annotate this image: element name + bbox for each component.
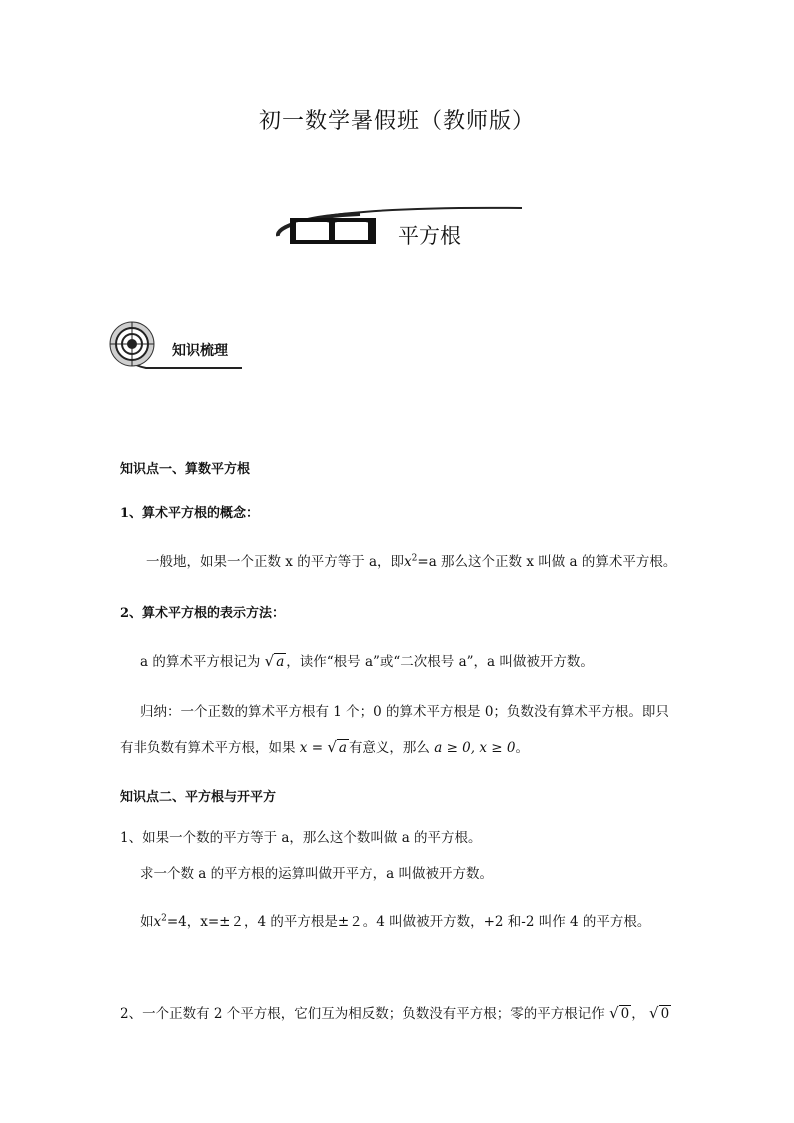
k1-summary-line1: 归纳：一个正数的算术平方根有 1 个；0 的算术平方根是 0；负数没有算术平方根。即只 — [140, 704, 669, 720]
open-book-icon — [290, 218, 376, 244]
sqrt-symbol: √ a — [327, 738, 347, 756]
k1-s1-text: 一般地，如果一个正数 x 的平方等于 a，即$x^2=a$ 那么这个正数 x 叫做 a 的算术平方根。 — [146, 553, 677, 570]
sqrt-symbol: √ 0 — [609, 1004, 630, 1022]
sqrt-symbol: √ 0 — [649, 1004, 670, 1022]
k2-heading: 知识点二、平方根与开平方 — [120, 790, 277, 805]
k1-s1-heading: 1、算术平方根的概念： — [120, 506, 260, 521]
page-title: 初一数学暑假班（教师版） — [258, 109, 535, 134]
k1-s2-heading: 2、算术平方根的表示方法： — [120, 606, 286, 621]
section-label: 知识梳理 — [172, 343, 228, 359]
target-icon — [110, 322, 154, 366]
k1-s2-text: a 的算术平方根记为 √ a ，读作“根号 a”或“二次根号 a”，a 叫做被开方数。 — [140, 652, 594, 670]
k2-p4: 2、一个正数有 2 个平方根，它们互为相反数；负数没有平方根；零的平方根记作 √ 0 ， √ 0 — [120, 1004, 670, 1022]
k1-heading: 知识点一、算数平方根 — [120, 462, 251, 477]
banner-label: 平方根 — [398, 224, 461, 248]
sqrt-symbol: √ a — [264, 652, 285, 670]
k2-p1: 1、如果一个数的平方等于 a，那么这个数叫做 a 的平方根。 — [120, 830, 482, 846]
k1-summary-line2: 有非负数有算术平方根，如果 x = √ a 有意义，那么 a ≥ 0, x ≥ 0。 — [120, 738, 529, 756]
k2-p3: 如$x^2=4$，x=±２，4 的平方根是±２。4 叫做被开方数，+2 和-2 叫作 4 的平方根。 — [140, 913, 651, 930]
k2-p2: 求一个数 a 的平方根的运算叫做开平方，a 叫做被开方数。 — [140, 866, 493, 882]
